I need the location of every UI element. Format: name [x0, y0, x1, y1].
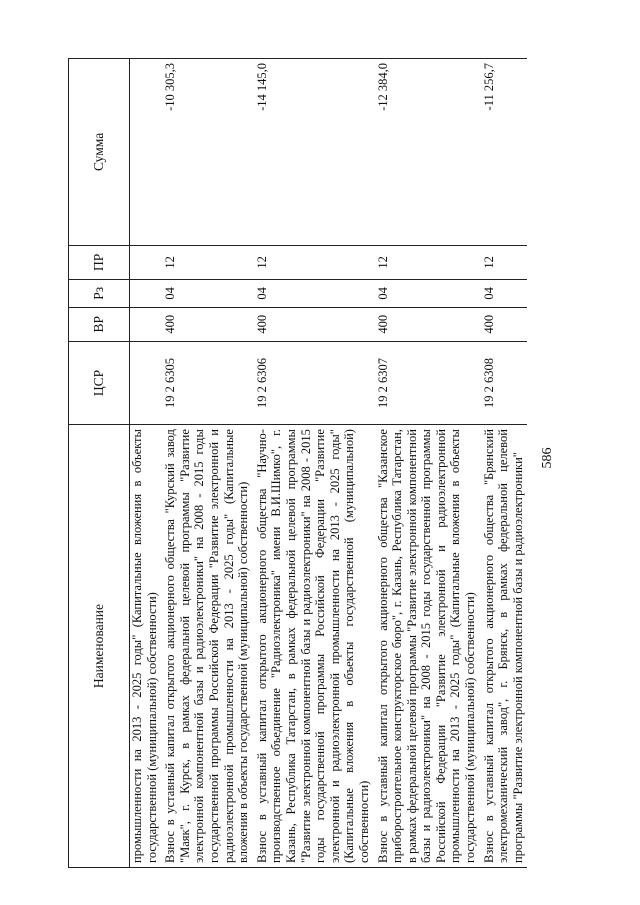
table-row — [161, 59, 253, 868]
header-sum: Сумма — [69, 59, 130, 246]
row-name: Взнос в уставный капитал открытого акционерного общества "Курский завод "Маяк", г. Курск, в рамках федеральной целевой программы "Развитие электронной компонентной базы и радиоэлектроники" на 2008 - 2015 годы государственной программы Российской Федерации "Развитие электронной и радиоэлектронной промышленности на 2013 - 2025 годы" (Капитальные вложения в объекты государственной (муниципальной) собственности) — [161, 425, 253, 868]
row-vr: 400 — [480, 307, 528, 341]
row-vr: 400 — [374, 307, 480, 341]
rotated-page-content — [68, 63, 608, 868]
empty-cell — [130, 341, 162, 424]
header-name: Наименование — [69, 425, 130, 868]
row-rz: 04 — [161, 279, 253, 307]
row-pr: 12 — [374, 245, 480, 279]
row-csr: 19 2 6307 — [374, 341, 480, 424]
row-csr: 19 2 6306 — [253, 341, 374, 424]
row-vr: 400 — [161, 307, 253, 341]
header-csr: ЦСР — [69, 341, 130, 424]
row-pr: 12 — [253, 245, 374, 279]
row-name: Взнос в уставный капитал открытого акционерного общества "Брянский электромеханический завод", г. Брянск, в рамках федеральной целевой программы "Развитие электронной компонентной базы и радиоэлектроники" — [480, 425, 528, 868]
table-row — [480, 59, 528, 868]
page-number: 586 — [540, 447, 555, 469]
row-sum: -12 384,0 — [374, 59, 480, 246]
header-rz: Рз — [69, 279, 130, 307]
empty-cell — [130, 59, 162, 246]
row-pr: 12 — [161, 245, 253, 279]
table-row — [374, 59, 480, 868]
row-rz: 04 — [374, 279, 480, 307]
budget-table — [68, 58, 527, 868]
header-vr: ВР — [69, 307, 130, 341]
row-rz: 04 — [253, 279, 374, 307]
row-sum: -11 256,7 — [480, 59, 528, 246]
row-name: Взнос в уставный капитал открытого акционерного общества "Научно-производственное объединение "Радиоэлектроника" имени В.И.Шимко", г. Казань, Республика Татарстан, в рамках федеральной целевой программы "Развитие электронной компонентной базы и радиоэлектроники" на 2008 - 2015 годы государственной программы Российской Федерации "Развитие электронной и радиоэлектронной промышленности на 2013 - 2025 годы" (Капитальные вложения в объекты государственной (муниципальной) собственности) — [253, 425, 374, 868]
table-row — [253, 59, 374, 868]
header-pr: ПР — [69, 245, 130, 279]
empty-cell — [130, 245, 162, 279]
row-sum: -14 145,0 — [253, 59, 374, 246]
row-csr: 19 2 6308 — [480, 341, 528, 424]
table-row-continuation — [130, 59, 162, 868]
row-rz: 04 — [480, 279, 528, 307]
empty-cell — [130, 279, 162, 307]
table-header-row — [69, 59, 130, 868]
row-sum: -10 305,3 — [161, 59, 253, 246]
row-name: Взнос в уставный капитал открытого акционерного общества "Казанское приборостроительное конструкторское бюро", г. Казань, Республика Татарстан, в рамках федеральной целевой программы "Развитие электронной компонентной базы и радиоэлектроники" на 2008 - 2015 годы государственной программы Российской Федерации "Развитие электронной и радиоэлектронной промышленности на 2013 - 2025 годы" (Капитальные вложения в объекты государственной (муниципальной) собственности) — [374, 425, 480, 868]
row-pr: 12 — [480, 245, 528, 279]
continuation-name: промышленности на 2013 - 2025 годы" (Капитальные вложения в объекты государственной (муниципальной) собственности) — [130, 425, 162, 868]
row-vr: 400 — [253, 307, 374, 341]
row-csr: 19 2 6305 — [161, 341, 253, 424]
empty-cell — [130, 307, 162, 341]
